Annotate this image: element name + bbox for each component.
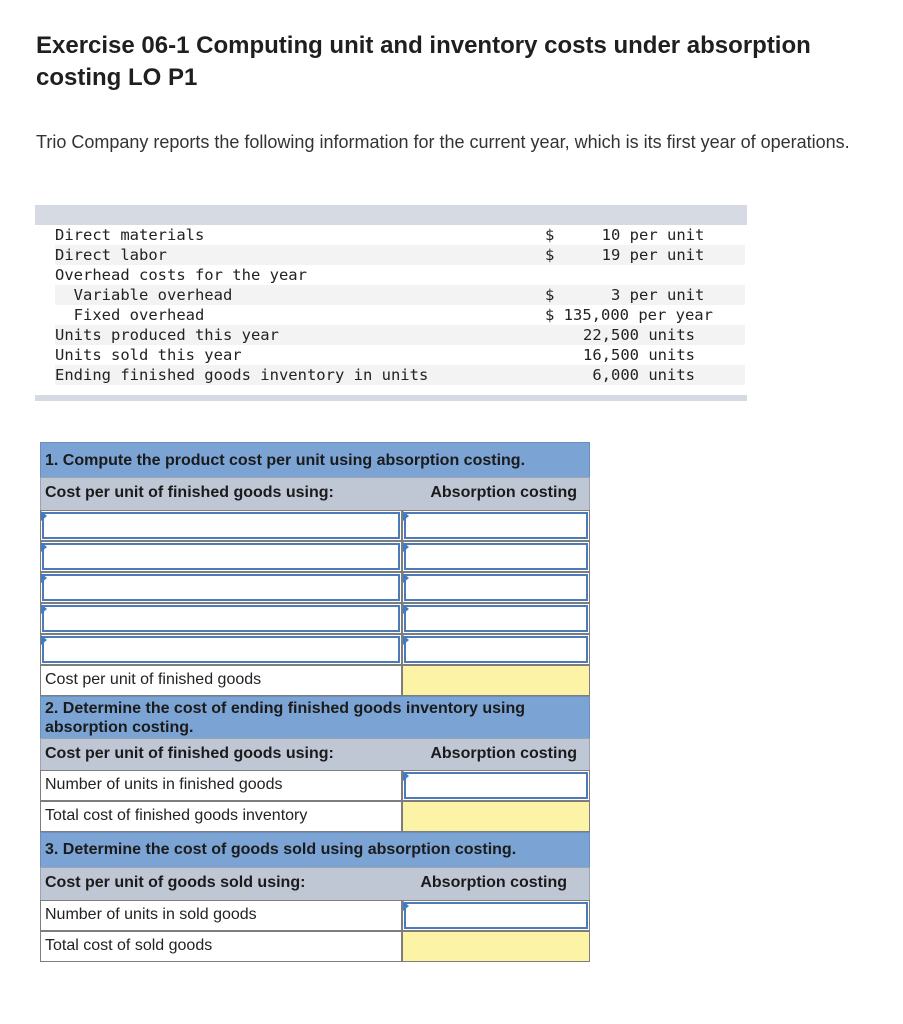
part2-heading [40, 696, 590, 740]
part3-units-input[interactable] [402, 900, 590, 931]
part3-col-right: Absorption costing [420, 874, 567, 891]
data-row [55, 305, 745, 325]
part1-heading-text: 1. Compute the product cost per unit using absorption costing. [45, 452, 526, 469]
part2-col-left: Cost per unit of finished goods using: [45, 745, 334, 762]
dropdown-marker-icon [403, 542, 409, 552]
part3-col-left: Cost per unit of goods sold using: [45, 874, 306, 891]
data-row [55, 345, 745, 365]
amount-input-box[interactable] [404, 605, 588, 632]
part3-total-label: Total cost of sold goods [45, 937, 213, 954]
part1-label-input[interactable] [40, 634, 402, 665]
part1-heading [40, 442, 590, 478]
label-input-box[interactable] [42, 636, 400, 663]
part1-label-input[interactable] [40, 572, 402, 603]
part1-amount-input[interactable] [402, 603, 590, 634]
label-input-box[interactable] [42, 574, 400, 601]
dropdown-marker-icon [403, 771, 409, 781]
data-label: Direct labor [55, 246, 167, 264]
data-value: 22,500 units [555, 326, 695, 344]
part1-col-right: Absorption costing [430, 484, 577, 501]
data-row [55, 365, 745, 385]
data-label: Direct materials [55, 226, 205, 244]
dropdown-marker-icon [403, 635, 409, 645]
data-value: $ 135,000 per year [545, 306, 713, 324]
part1-col-left: Cost per unit of finished goods using: [45, 484, 334, 501]
dropdown-marker-icon [41, 573, 47, 583]
data-dollar: $ [545, 246, 555, 264]
dropdown-marker-icon [403, 604, 409, 614]
data-row [55, 245, 745, 265]
data-row [55, 285, 745, 305]
exercise-title: Exercise 06-1 Computing unit and inventory costs under absorption costing LO P1 [36, 32, 811, 91]
dropdown-marker-icon [41, 635, 47, 645]
data-label: Ending finished goods inventory in units [55, 366, 429, 384]
part1-amount-input[interactable] [402, 510, 590, 541]
part3-column-header [40, 867, 590, 901]
data-label: Units sold this year [55, 346, 242, 364]
data-label: Fixed overhead [55, 306, 205, 324]
part2-heading-text: 2. Determine the cost of ending finished goods inventory using absorption costing. [45, 700, 526, 736]
answer-form [40, 442, 590, 962]
part1-total-row [40, 665, 402, 696]
part1-total-cell [402, 665, 590, 696]
dropdown-marker-icon [41, 604, 47, 614]
units-input-box[interactable] [404, 902, 588, 929]
label-input-box[interactable] [42, 543, 400, 570]
data-value: 19 per unit [555, 246, 705, 264]
part2-col-right: Absorption costing [430, 745, 577, 762]
amount-input-box[interactable] [404, 636, 588, 663]
part1-amount-input[interactable] [402, 572, 590, 603]
part2-column-header [40, 738, 590, 772]
amount-input-box[interactable] [404, 574, 588, 601]
part1-label-input[interactable] [40, 510, 402, 541]
given-data-table [35, 205, 747, 401]
part1-column-header [40, 477, 590, 511]
part3-heading [40, 832, 590, 868]
data-row [55, 265, 745, 285]
part3-units-label: Number of units in sold goods [45, 906, 257, 923]
data-label: Variable overhead [55, 286, 233, 304]
amount-input-box[interactable] [404, 543, 588, 570]
data-dollar: $ [545, 226, 555, 244]
part3-heading-text: 3. Determine the cost of goods sold using absorption costing. [45, 841, 517, 858]
dropdown-marker-icon [403, 511, 409, 521]
dropdown-marker-icon [403, 573, 409, 583]
data-label: Units produced this year [55, 326, 279, 344]
part2-units-label: Number of units in finished goods [45, 776, 283, 793]
data-label: Overhead costs for the year [55, 266, 307, 284]
label-input-box[interactable] [42, 605, 400, 632]
part1-total-label: Cost per unit of finished goods [45, 671, 262, 688]
part2-total-cell [402, 801, 590, 832]
part2-total-row [40, 801, 402, 832]
data-table-bottom-bar [35, 395, 747, 401]
data-value: 16,500 units [555, 346, 695, 364]
data-value: 6,000 units [555, 366, 695, 384]
label-input-box[interactable] [42, 512, 400, 539]
units-input-box[interactable] [404, 772, 588, 799]
part2-total-label: Total cost of finished goods inventory [45, 807, 308, 824]
intro-text: Trio Company reports the following information for the current year, which is its first year of operations. [36, 132, 850, 152]
data-value: 3 per unit [555, 286, 705, 304]
part1-amount-input[interactable] [402, 541, 590, 572]
data-dollar: $ [545, 286, 555, 304]
data-table-top-bar [35, 205, 747, 225]
data-row [55, 225, 745, 245]
part3-total-cell [402, 931, 590, 962]
part1-label-input[interactable] [40, 603, 402, 634]
dropdown-marker-icon [41, 511, 47, 521]
dropdown-marker-icon [41, 542, 47, 552]
amount-input-box[interactable] [404, 512, 588, 539]
part3-units-row [40, 900, 402, 931]
part1-amount-input[interactable] [402, 634, 590, 665]
part2-units-input[interactable] [402, 770, 590, 801]
part1-label-input[interactable] [40, 541, 402, 572]
data-row [55, 325, 745, 345]
part2-units-row [40, 770, 402, 801]
part3-total-row [40, 931, 402, 962]
dropdown-marker-icon [403, 901, 409, 911]
data-value: 10 per unit [555, 226, 705, 244]
